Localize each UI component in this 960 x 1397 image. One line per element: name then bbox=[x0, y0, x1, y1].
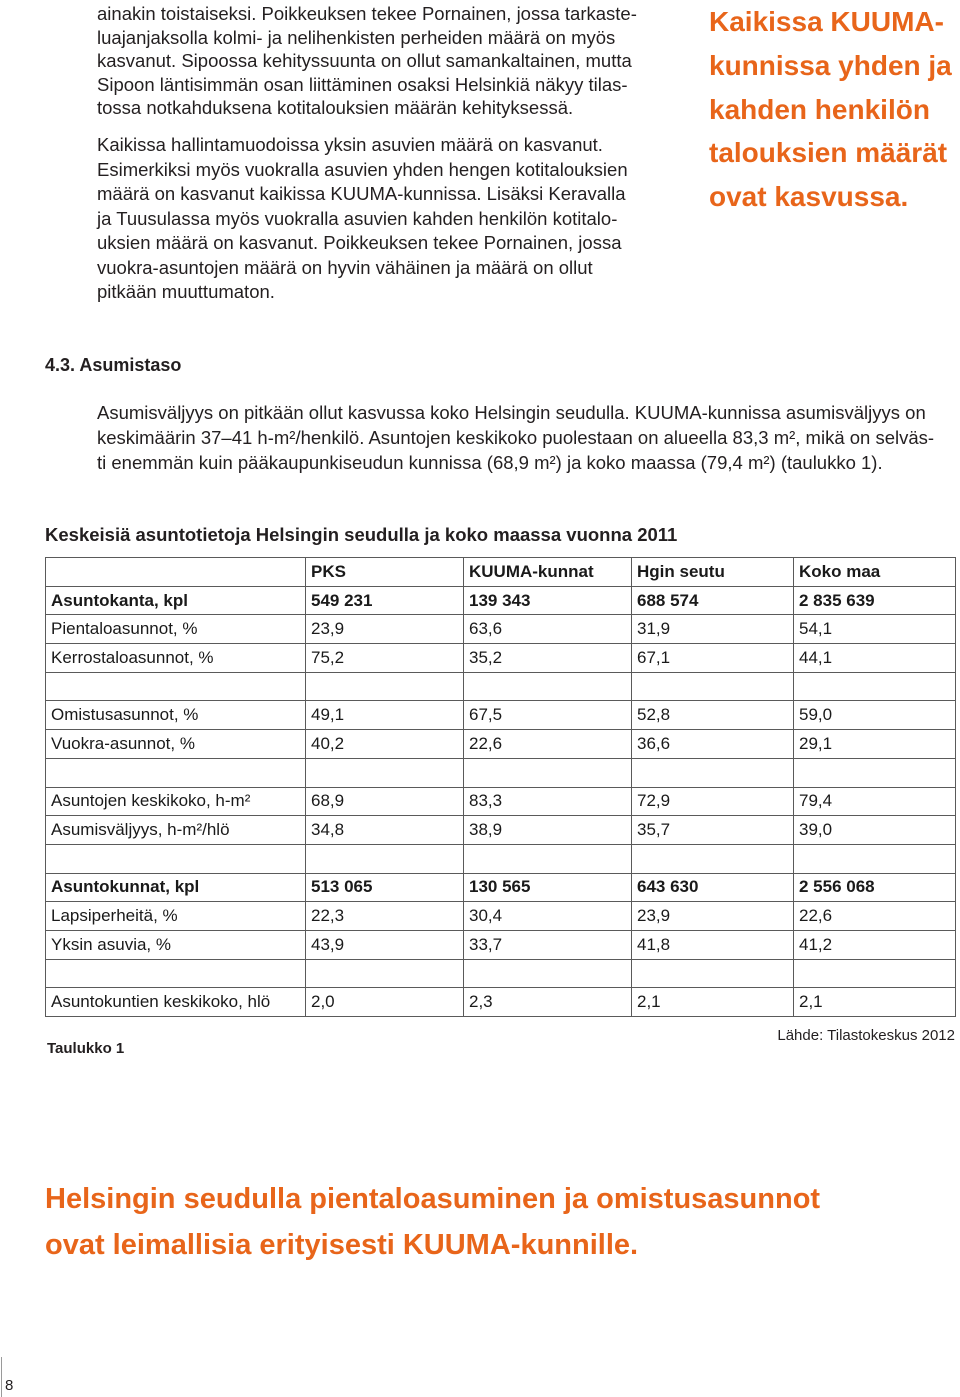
row-label: Lapsiperheitä, % bbox=[46, 902, 306, 931]
empty-cell bbox=[632, 959, 794, 988]
table-row bbox=[46, 730, 956, 759]
empty-cell bbox=[794, 758, 956, 787]
empty-cell bbox=[632, 758, 794, 787]
table-cell: 72,9 bbox=[632, 787, 794, 816]
table-cell: 2,0 bbox=[306, 988, 464, 1017]
table-row bbox=[46, 701, 956, 730]
body-paragraph-2: Kaikissa hallintamuodoissa yksin asuvien määrä on kasvanut. Esimerkiksi myös vuokralla asuvien yhden hengen kotitalouksien määrä on kasvanut kaikissa KUUMA-kunnissa. Lisäksi Keravalla ja Tuusulassa myös vuokralla asuvien kahden henkilön kotitalo- uksien määrä on kasvanut. Poikkeuksen tekee Pornainen, jossa vuokra-asuntojen määrä on hyvin vähäinen ja määrä on ollut pitkään muuttumaton. bbox=[97, 134, 628, 302]
empty-cell bbox=[464, 672, 632, 701]
table-cell: 36,6 bbox=[632, 730, 794, 759]
pull-quote: Kaikissa KUUMA- kunnissa yhden ja kahden henkilön talouksien määrät ovat kasvussa. bbox=[709, 6, 952, 213]
table-row bbox=[46, 615, 956, 644]
table-header-empty-cell bbox=[46, 558, 306, 587]
table-cell: 35,7 bbox=[632, 816, 794, 845]
table-cell: 34,8 bbox=[306, 816, 464, 845]
table-row bbox=[46, 930, 956, 959]
empty-cell bbox=[464, 844, 632, 873]
table-cell: 41,2 bbox=[794, 930, 956, 959]
table-cell: 68,9 bbox=[306, 787, 464, 816]
table-spacer-row bbox=[46, 758, 956, 787]
row-label: Vuokra-asunnot, % bbox=[46, 730, 306, 759]
table-cell: 43,9 bbox=[306, 930, 464, 959]
row-label: Asuntokuntien keskikoko, hlö bbox=[46, 988, 306, 1017]
table-cell: 2,3 bbox=[464, 988, 632, 1017]
table-cell: 31,9 bbox=[632, 615, 794, 644]
empty-cell bbox=[46, 672, 306, 701]
table-cell: 23,9 bbox=[632, 902, 794, 931]
table-header-row bbox=[46, 558, 956, 587]
empty-cell bbox=[306, 959, 464, 988]
table-cell: 41,8 bbox=[632, 930, 794, 959]
table-cell: 513 065 bbox=[306, 873, 464, 902]
row-label: Asuntokanta, kpl bbox=[46, 586, 306, 615]
row-label: Asuntojen keskikoko, h-m² bbox=[46, 787, 306, 816]
empty-cell bbox=[794, 672, 956, 701]
table-header-cell: KUUMA-kunnat bbox=[464, 558, 632, 587]
table-cell: 22,6 bbox=[464, 730, 632, 759]
table-cell: 22,3 bbox=[306, 902, 464, 931]
table-cell: 35,2 bbox=[464, 644, 632, 673]
table-cell: 22,6 bbox=[794, 902, 956, 931]
empty-cell bbox=[306, 844, 464, 873]
table-cell: 2 835 639 bbox=[794, 586, 956, 615]
table-cell: 83,3 bbox=[464, 787, 632, 816]
table-header-cell: Hgin seutu bbox=[632, 558, 794, 587]
row-label: Asumisväljyys, h-m²/hlö bbox=[46, 816, 306, 845]
highlight-statement: Helsingin seudulla pientaloasuminen ja omistusasunnot ovat leimallisia erityisesti KUUMA-kunnille. bbox=[45, 1183, 821, 1261]
empty-cell bbox=[306, 758, 464, 787]
data-table bbox=[45, 557, 956, 1017]
table-cell: 29,1 bbox=[794, 730, 956, 759]
table-cell: 59,0 bbox=[794, 701, 956, 730]
row-label: Omistusasunnot, % bbox=[46, 701, 306, 730]
table-spacer-row bbox=[46, 959, 956, 988]
table-cell: 33,7 bbox=[464, 930, 632, 959]
table-row bbox=[46, 902, 956, 931]
table-row bbox=[46, 586, 956, 615]
table-cell: 67,1 bbox=[632, 644, 794, 673]
row-label: Yksin asuvia, % bbox=[46, 930, 306, 959]
table-cell: 38,9 bbox=[464, 816, 632, 845]
empty-cell bbox=[46, 844, 306, 873]
table-cell: 67,5 bbox=[464, 701, 632, 730]
table-cell: 79,4 bbox=[794, 787, 956, 816]
section-paragraph: Asumisväljyys on pitkään ollut kasvussa koko Helsingin seudulla. KUUMA-kunnissa asumisväljyys on keskimäärin 37–41 h-m²/henkilö. Asuntojen keskikoko puolestaan on alueella 83,3 m², mikä on selväs- ti enemmän kuin pääkaupunkiseudun kunnissa (68,9 m²) ja koko maassa (79,4 m²) (taulukko 1). bbox=[97, 402, 935, 473]
table-caption: Taulukko 1 bbox=[47, 1040, 125, 1057]
empty-cell bbox=[632, 844, 794, 873]
row-label: Kerrostaloasunnot, % bbox=[46, 644, 306, 673]
table-cell: 2,1 bbox=[794, 988, 956, 1017]
table-cell: 2,1 bbox=[632, 988, 794, 1017]
table-cell: 688 574 bbox=[632, 586, 794, 615]
page-edge-line bbox=[1, 1357, 2, 1397]
empty-cell bbox=[306, 672, 464, 701]
table-cell: 52,8 bbox=[632, 701, 794, 730]
row-label: Asuntokunnat, kpl bbox=[46, 873, 306, 902]
table-cell: 75,2 bbox=[306, 644, 464, 673]
section-heading: 4.3. Asumistaso bbox=[45, 355, 182, 375]
table-cell: 39,0 bbox=[794, 816, 956, 845]
table-row bbox=[46, 988, 956, 1017]
table-title: Keskeisiä asuntotietoja Helsingin seudulla ja koko maassa vuonna 2011 bbox=[45, 524, 678, 545]
empty-cell bbox=[46, 959, 306, 988]
empty-cell bbox=[794, 959, 956, 988]
table-cell: 63,6 bbox=[464, 615, 632, 644]
empty-cell bbox=[464, 758, 632, 787]
table-cell: 30,4 bbox=[464, 902, 632, 931]
table-header-cell: Koko maa bbox=[794, 558, 956, 587]
table-cell: 549 231 bbox=[306, 586, 464, 615]
empty-cell bbox=[632, 672, 794, 701]
table-cell: 44,1 bbox=[794, 644, 956, 673]
body-paragraph-1: ainakin toistaiseksi. Poikkeuksen tekee Pornainen, jossa tarkaste- luajanjaksolla kolmi- ja nelihenkisten perheiden määrä on myös kasvanut. Sipoossa kehityssuunta on ollut samankaltainen, mutta Sipoon läntisimmän osan liittäminen osaksi Helsinkiä näkyy tilas- tossa notkahduksena kotitalouksien määrän kehityksessä. bbox=[97, 3, 637, 119]
table-cell: 23,9 bbox=[306, 615, 464, 644]
table-cell: 54,1 bbox=[794, 615, 956, 644]
table-cell: 49,1 bbox=[306, 701, 464, 730]
table-spacer-row bbox=[46, 672, 956, 701]
empty-cell bbox=[794, 844, 956, 873]
table-row bbox=[46, 816, 956, 845]
table-cell: 139 343 bbox=[464, 586, 632, 615]
table-spacer-row bbox=[46, 844, 956, 873]
table-row bbox=[46, 644, 956, 673]
table-cell: 2 556 068 bbox=[794, 873, 956, 902]
empty-cell bbox=[46, 758, 306, 787]
table-row bbox=[46, 787, 956, 816]
table-cell: 643 630 bbox=[632, 873, 794, 902]
table-cell: 130 565 bbox=[464, 873, 632, 902]
source-note: Lähde: Tilastokeskus 2012 bbox=[777, 1027, 955, 1044]
row-label: Pientaloasunnot, % bbox=[46, 615, 306, 644]
page-number: 8 bbox=[5, 1377, 14, 1394]
table-row bbox=[46, 873, 956, 902]
table-header-cell: PKS bbox=[306, 558, 464, 587]
empty-cell bbox=[464, 959, 632, 988]
table-cell: 40,2 bbox=[306, 730, 464, 759]
